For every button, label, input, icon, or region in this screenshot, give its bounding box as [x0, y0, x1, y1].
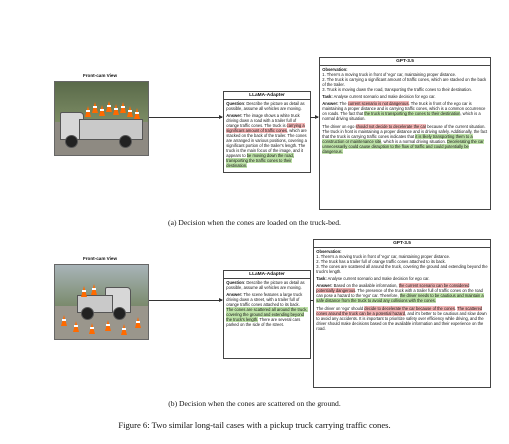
- gpt-box: [313, 239, 491, 388]
- task-label: Task:: [322, 94, 333, 100]
- highlight-green: The cones are scattered all around the truck, covering the ground and extending beyond the truck's length.: [226, 307, 308, 323]
- traffic-cone: [135, 317, 141, 328]
- answer-text: Based on the available information,: [333, 283, 399, 289]
- traffic-cone: [106, 101, 112, 112]
- llama-adapter-content: Question: Describe the picture as detail as possible, assume all vehicles are moving. Answer: The scene features a large truck driving down a street, with a trailer full of orange traffic cones attached to its back. The cones are scattered all around the truck, covering the ground and extending beyond the truck's length. There are several cars parked on the side of the street.: [226, 280, 308, 328]
- task-text: Analyse current scenario and make decision for ego car.: [327, 276, 430, 282]
- highlight-red: decide to decelerate the car because of the cones: [364, 305, 455, 311]
- front-cam-title: Front-cam View: [82, 256, 118, 261]
- answer-label: Answer:: [322, 101, 339, 107]
- answer-text: .: [454, 305, 458, 311]
- traffic-cone: [85, 106, 91, 117]
- llama-adapter-box: [223, 270, 311, 359]
- question-label: Question: [226, 101, 245, 107]
- highlight-red: the current scenario can be considered potentially dangerous: [316, 283, 470, 294]
- subcaption-b: (b) Decision when the cones are scattered on the ground.: [168, 399, 341, 408]
- answer-label: Answer:: [226, 292, 243, 298]
- traffic-cone: [61, 315, 67, 326]
- llama-adapter-content: Question: Describe the picture as detail as possible, assume all vehicles are moving. Answer: The image shows a white truck driving down a road with a trailer full of orange traffic cones. The truck is carrying a significant amount of traffic cones, which are stacked on the back of the trailer. The cones are arranged in various positions, covering a significant portion of the trailer's length. The truck is the main focus of the image, and it appears to be moving down the road, transporting the traffic cones to their destination.: [226, 101, 307, 169]
- observation-line: 3. Truck is moving down the road, transporting the traffic cones to their destination.: [322, 87, 472, 93]
- answer-text: , which are stacked on the back of the trailer. The cones are arranged in various positions, covering a significant portion of the trailer's length. The truck is the main focus of the image, and it appears to: [226, 128, 307, 159]
- task-text: Analyse current scenario and make decision for ego car.: [333, 94, 436, 100]
- observation-label: Observation:: [316, 249, 342, 255]
- highlight-green: Decelerating the car unnecessarily could cause disruption to the flow of traffic and could potentially be dangerous.: [322, 138, 484, 154]
- arrow-to-llama: [149, 300, 222, 301]
- truck-wheel: [81, 307, 94, 320]
- traffic-cone: [105, 320, 111, 331]
- highlight-red: should not decide to decelerate the car: [355, 123, 427, 129]
- highlight-green: the driver needs to be cautious and maintain a safe distance from the truck to avoid any collisions with the cones.: [316, 293, 484, 304]
- highlight-green: the truck is transporting the cones to their destination: [364, 111, 461, 117]
- task-label: Task:: [316, 276, 327, 282]
- gpt-title: GPT-3.5: [320, 58, 490, 66]
- truck-bed: [79, 119, 143, 140]
- highlight-green: be moving down the road, transporting the traffic cones to their destination.: [226, 153, 294, 169]
- traffic-cone: [120, 102, 126, 113]
- answer-text: because of the current situation. The truck in front is maintaining a proper distance and is driving safely. Additionally, the fact that the truck is carrying traffic cones indicates that: [322, 123, 488, 139]
- truck-wheel: [65, 135, 78, 148]
- answer-text: The driver on ego: [322, 123, 356, 129]
- answer-text: . The truck in front of the ego car is maintaining a proper distance and is carrying traffic cones, which is a common occurrence on roads. The fact that: [322, 101, 486, 117]
- arrow-to-gpt: [310, 117, 318, 118]
- answer-label: Answer:: [316, 283, 333, 289]
- observation-line: 1. There's a moving truck in front of 'ego' car, maintaining proper distance.: [322, 72, 457, 78]
- answer-text: The driver on 'ego' should: [316, 305, 365, 311]
- front-cam-image: [54, 264, 149, 340]
- llama-adapter-box: [223, 91, 311, 173]
- figure-caption: Figure 6: Two similar long-tail cases with a pickup truck carrying traffic cones.: [118, 420, 391, 430]
- gpt-content: [314, 248, 490, 335]
- observation-line: 2. The truck has a trailer full of orange traffic cones attached to its back.: [316, 259, 446, 265]
- answer-text: The image shows a white truck driving down a road with a trailer full of orange traffic cones. The truck is: [226, 113, 300, 129]
- answer-text: , which is a normal driving situation.: [322, 111, 481, 122]
- subcaption-a: (a) Decision when the cones are loaded on the truck-bed.: [168, 218, 341, 227]
- gpt-content: [320, 66, 490, 158]
- answer-text: There are several cars parked on the side of the street.: [226, 317, 301, 328]
- question-text: Describe the picture as detail as possible, assume all vehicles are moving.: [226, 101, 305, 112]
- traffic-cone: [127, 106, 133, 117]
- highlight-green: it is likely transporting them to a construction or maintenance site: [322, 133, 473, 144]
- observation-line: 1. There's a moving truck in front of 'ego' car, maintaining proper distance.: [316, 254, 451, 260]
- highlight-red: carrying a significant amount of traffic cones: [226, 123, 305, 134]
- observation-line: 2. The truck is carrying a significant amount of traffic cones, which are stacked on the back of the trailer.: [322, 77, 487, 88]
- llama-adapter-title: LLaMA-Adapter: [224, 92, 310, 100]
- answer-text: , which is a normal driving situation.: [381, 138, 447, 144]
- traffic-cone: [73, 321, 79, 332]
- answer-text: . The presence of the truck with a trailer full of traffic cones on the road can pose a hazard to the 'ego' car. Therefore,: [316, 288, 483, 299]
- truck-wheel: [119, 135, 132, 148]
- answer-text: The scene features a large truck driving down a street, with a trailer full of orange traffic cones attached to its back.: [226, 292, 303, 308]
- gpt-box: [319, 57, 491, 210]
- traffic-cone: [81, 286, 87, 297]
- highlight-red: The scattered cones around the truck can be a potential hazard: [316, 305, 483, 316]
- traffic-cone: [121, 324, 127, 335]
- traffic-cone: [91, 284, 97, 295]
- traffic-cone: [134, 108, 140, 119]
- traffic-cone: [113, 104, 119, 115]
- llama-adapter-title: LLaMA-Adapter: [224, 271, 310, 279]
- answer-text: The: [339, 101, 348, 107]
- front-cam-title: Front-cam View: [82, 73, 118, 78]
- observation-label: Observation:: [322, 67, 348, 73]
- traffic-cone: [89, 323, 95, 334]
- answer-text: , and it's better to be cautious and slow down to avoid any accidents. It is important to prioritize safety over efficiency while driving, and the driver should make decisions based on the available information and their experience on the road.: [316, 310, 487, 331]
- traffic-cone: [99, 105, 105, 116]
- question-text: Describe the picture as detail as possible, assume all vehicles are moving.: [226, 280, 305, 291]
- front-cam-image: [54, 81, 149, 156]
- observation-line: 3. The cones are scattered all around the truck, covering the ground and extending beyond the truck's length.: [316, 264, 488, 275]
- arrow-to-llama: [149, 117, 222, 118]
- gpt-title: GPT-3.5: [314, 240, 490, 248]
- truck-wheel: [113, 307, 126, 320]
- traffic-cone: [92, 102, 98, 113]
- answer-label: Answer:: [226, 113, 243, 119]
- highlight-red: current scenario is not dangerous: [347, 101, 409, 107]
- question-label: Question: [226, 280, 245, 286]
